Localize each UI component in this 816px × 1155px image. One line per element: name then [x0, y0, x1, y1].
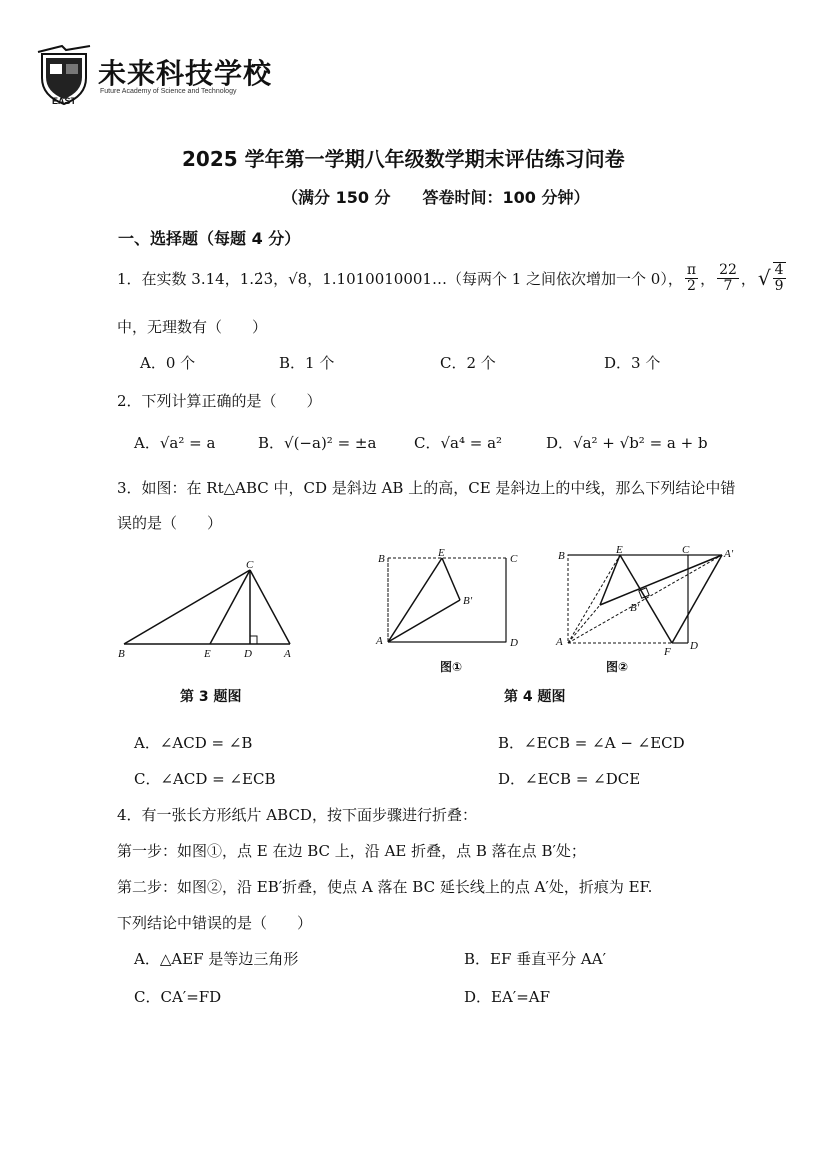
exam-title: 2025 学年第一学期八年级数学期末评估练习问卷 — [182, 147, 625, 171]
school-subtitle: Future Academy of Science and Technology — [100, 88, 237, 95]
frac-den: 2 — [687, 277, 696, 294]
fig4-2-label: 图② — [606, 660, 629, 674]
q1-sep: ， — [700, 269, 716, 288]
svg-text:A: A — [376, 635, 383, 647]
svg-text:B: B — [378, 553, 385, 565]
frac-num: π — [686, 261, 697, 278]
q3-option-d: D．∠ECB = ∠DCE — [498, 770, 641, 788]
q1-frac-22-7 — [717, 263, 739, 294]
fig3-caption: 第 3 题图 — [180, 689, 242, 705]
q4-option-d: D．EA′=AF — [464, 988, 551, 1006]
frac-den: 9 — [774, 278, 784, 294]
school-name: 未来科技学校 — [98, 57, 273, 90]
svg-text:E: E — [204, 648, 211, 660]
frac-num: 4 — [774, 262, 784, 278]
q3-text-line2: 误的是（ ） — [117, 514, 223, 532]
figure-q4-1 — [372, 548, 528, 652]
q1-frac-pi-2 — [685, 263, 698, 294]
svg-text:E: E — [438, 548, 445, 559]
fig4-caption: 第 4 题图 — [504, 689, 566, 705]
q2-text: 2．下列计算正确的是（ ） — [117, 392, 322, 410]
frac-den: 7 — [723, 277, 733, 294]
svg-text:A: A — [284, 648, 291, 660]
q3-option-c: C．∠ACD = ∠ECB — [134, 770, 276, 788]
svg-text:C: C — [510, 553, 518, 565]
frac-num: 22 — [719, 261, 737, 278]
q4-step1: 第一步：如图①，点 E 在边 BC 上，沿 AE 折叠，点 B 落在点 B′处； — [117, 842, 586, 860]
q1-option-b: B．1 个 — [279, 354, 335, 372]
q1-text — [117, 262, 786, 294]
svg-text:D: D — [244, 648, 252, 660]
q1-frac-4-9 — [773, 262, 786, 294]
q1-option-c: C．2 个 — [440, 354, 496, 372]
q1-option-d: D．3 个 — [604, 354, 661, 372]
svg-text:B′: B′ — [463, 595, 473, 607]
q4-option-b: B．EF 垂直平分 AA′ — [464, 950, 606, 968]
q1-continuation: 中，无理数有（ ） — [117, 318, 268, 336]
q4-step2: 第二步：如图②，沿 EB′折叠，使点 A 落在 BC 延长线上的点 A′处，折痕为 EF. — [117, 878, 653, 896]
fig4-1-label: 图① — [440, 660, 463, 674]
svg-text:A′: A′ — [724, 548, 734, 560]
q4-option-c: C．CA′=FD — [134, 988, 222, 1006]
q1-stem: 1．在实数 3.14，1.2̇3̇，√8，1.1010010001…（每两个 1 之间依次增加一个 0）， — [117, 269, 683, 288]
exam-subtitle: （满分 150 分 答卷时间：100 分钟） — [282, 188, 590, 207]
q3-option-a: A．∠ACD = ∠B — [134, 734, 253, 752]
q1-option-a: A．0 个 — [140, 354, 196, 372]
q2-option-a: A．√a² = a — [134, 434, 216, 452]
q2-option-b: B．√(−a)² = ±a — [258, 434, 377, 452]
svg-text:E: E — [616, 545, 623, 556]
figure-q3 — [112, 556, 302, 666]
q4-option-a: A．△AEF 是等边三角形 — [134, 950, 299, 968]
svg-text:B: B — [558, 550, 565, 562]
svg-text:C: C — [246, 559, 254, 571]
q2-option-d: D．√a² + √b² = a + b — [546, 434, 708, 452]
q3-option-b: B．∠ECB = ∠A − ∠ECD — [498, 734, 685, 752]
sqrt-sign: √ — [757, 266, 771, 290]
section-heading: 一、选择题（每题 4 分） — [118, 229, 301, 248]
q4-text: 4．有一张长方形纸片 ABCD，按下面步骤进行折叠： — [117, 806, 477, 824]
q3-text-line1: 3．如图：在 Rt△ABC 中，CD 是斜边 AB 上的高，CE 是斜边上的中线，那么下列结论中错 — [117, 479, 736, 497]
svg-text:B: B — [118, 648, 125, 660]
q4-prompt: 下列结论中错误的是（ ） — [117, 914, 313, 932]
figure-q4-2 — [554, 545, 744, 655]
svg-text:A: A — [556, 636, 563, 648]
logo-text: EAST — [52, 96, 77, 106]
svg-text:F: F — [664, 646, 671, 655]
svg-text:B′: B′ — [630, 602, 640, 614]
q2-option-c: C．√a⁴ = a² — [414, 434, 503, 452]
svg-text:C: C — [682, 545, 690, 556]
svg-text:D: D — [690, 640, 698, 652]
svg-text:D: D — [510, 637, 518, 649]
q1-sep: ， — [740, 269, 756, 288]
